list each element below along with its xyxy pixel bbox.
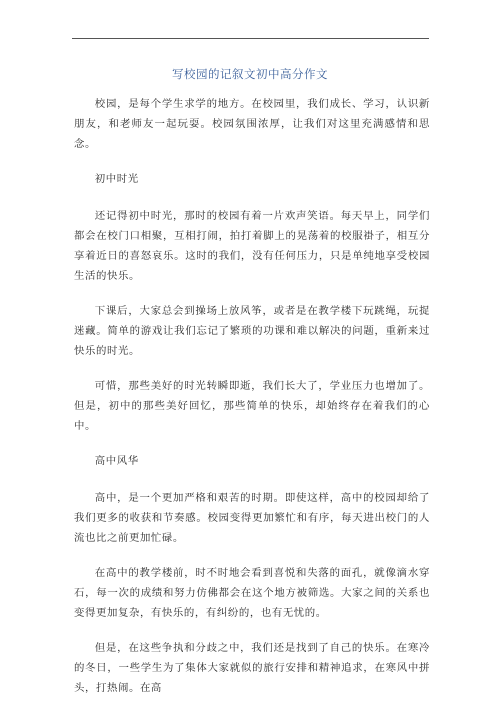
body-paragraph: 可惜，那些美好的时光转瞬即逝，我们长大了，学业压力也增加了。但是，初中的那些美好回忆，那些简单的快乐，却始终存在着我们的心中。 (74, 380, 430, 432)
body-paragraph: 在高中的教学楼前，时不时地会看到喜悦和失落的面孔，就像滴水穿石，每一次的成绩和努力仿佛都会在这个地方被筛选。大家之间的关系也变得更加复杂，有快乐的，有纠纷的，也有无忧的。 (74, 567, 430, 619)
intro-paragraph: 校园，是每个学生求学的地方。在校园里，我们成长、学习，认识新朋友，和老师友一起玩耍。校园氛围浓厚，让我们对这里充满感情和思念。 (74, 98, 430, 150)
body-paragraph: 还记得初中时光，那时的校园有着一片欢声笑语。每天早上，同学们都会在校门口相聚，互相打闹，拍打着脚上的晃荡着的校服褂子，相互分享着近日的喜怒哀乐。这时的我们，没有任何压力，只是单纯地享受校园生活的快乐。 (74, 210, 430, 282)
body-paragraph: 下课后，大家总会到操场上放风筝，或者是在教学楼下玩跳绳，玩捉迷藏。简单的游戏让我们忘记了繁琐的功课和难以解决的问题，重新来过快乐的时光。 (74, 305, 430, 357)
body-paragraph: 高中，是一个更加严格和艰苦的时期。即使这样，高中的校园却给了我们更多的收获和节奏感。校园变得更加繁忙和有序，每天进出校门的人流也比之前更加忙碌。 (74, 492, 430, 544)
section-heading-junior-high: 初中时光 (94, 173, 139, 185)
body-paragraph: 但是，在这些争执和分歧之中，我们还是找到了自己的快乐。在寒冷的冬日，一些学生为了集体大家就似的旅行安排和精神追求，在寒风中拼头，打热闹。在高 (74, 642, 430, 694)
section-heading-senior-high: 高中风华 (94, 455, 139, 467)
header-rule (72, 38, 429, 39)
document-title: 写校园的记叙文初中高分作文 (172, 67, 328, 81)
document-body (74, 94, 430, 713)
